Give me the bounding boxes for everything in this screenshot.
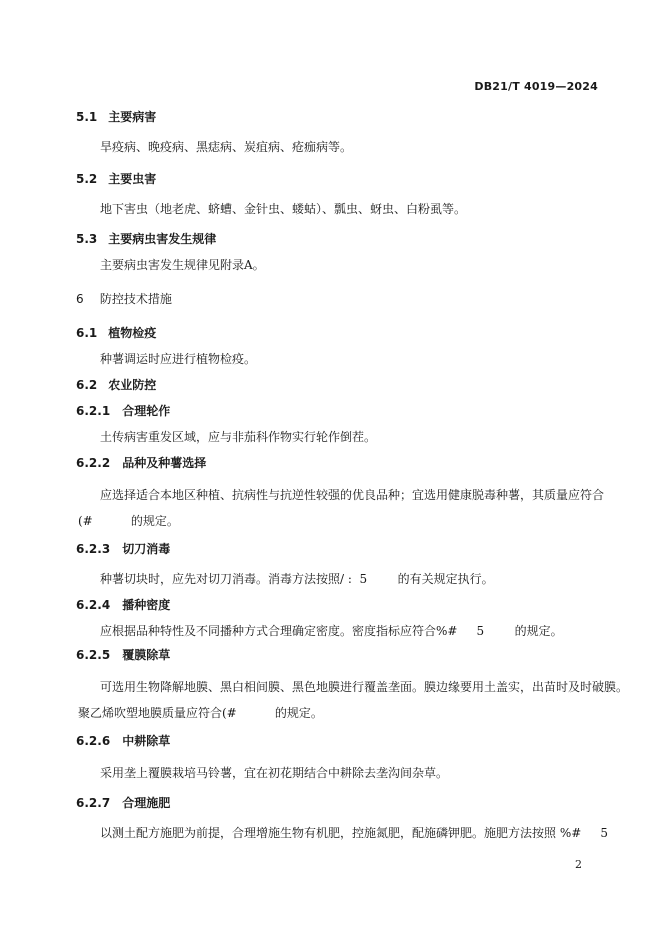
section-title: 品种及种薯选择 [122,456,207,470]
section-number: 6.2.3 [76,542,111,556]
section-heading-6-2-2 [76,454,206,471]
document-code: DB21/T 4019—2024 [474,80,598,93]
section-title: 切刀消毒 [122,542,171,556]
section-title: 合理轮作 [122,404,171,418]
section-title: 播种密度 [122,598,171,612]
section-heading-5-1 [76,108,156,125]
section-number: 6.2.1 [76,404,111,418]
section-body-6-2-6: 采用垄上覆膜栽培马铃薯，宜在初花期结合中耕除去垄沟间杂草。 [100,766,449,780]
section-number: 6 [76,292,84,306]
section-number: 6.2.4 [76,598,111,612]
page-number: 2 [575,858,582,871]
section-body-5-2: 地下害虫（地老虎、蛴螬、金针虫、蝼蛄）、瓢虫、蚜虫、白粉虱等。 [100,202,467,216]
section-title: 覆膜除草 [122,648,171,662]
section-heading-6-2-4 [76,596,170,613]
section-number: 5.2 [76,172,98,186]
section-heading-6 [76,290,172,307]
section-heading-6-2-5 [76,646,170,663]
section-title: 合理施肥 [122,796,171,810]
section-heading-6-2 [76,376,156,393]
section-title: 防控技术措施 [99,292,172,306]
section-body-6-2-5-line2: 聚乙烯吹塑地膜质量应符合(# 的规定。 [78,706,323,720]
section-heading-5-3 [76,230,216,247]
section-body-6-1: 种薯调运时应进行植物检疫。 [100,352,257,366]
section-heading-5-2 [76,170,156,187]
section-title: 主要虫害 [108,172,157,186]
section-body-6-2-3: 种薯切块时，应先对切刀消毒。消毒方法按照/ : 5 的有关规定执行。 [100,572,494,586]
section-title: 植物检疫 [108,326,157,340]
section-title: 主要病害 [108,110,157,124]
section-body-6-2-2-line2: (# 的规定。 [78,514,179,528]
section-number: 6.2.2 [76,456,111,470]
section-number: 6.2.6 [76,734,111,748]
section-title: 农业防控 [108,378,157,392]
section-heading-6-2-3 [76,540,170,557]
section-heading-6-2-6 [76,732,170,749]
section-number: 6.2 [76,378,98,392]
section-body-6-2-7: 以测土配方施肥为前提，合理增施生物有机肥，控施氮肥，配施磷钾肥。施肥方法按照 %# 5 [100,826,608,840]
section-heading-6-2-1 [76,402,170,419]
section-body-6-2-1: 土传病害重发区域，应与非茄科作物实行轮作倒茬。 [100,430,377,444]
section-number: 6.1 [76,326,98,340]
section-number: 6.2.7 [76,796,111,810]
section-body-6-2-5-line1: 可选用生物降解地膜、黑白相间膜、黑色地膜进行覆盖垄面。膜边缘要用土盖实，出苗时及时破膜。 [100,680,629,694]
section-number: 5.3 [76,232,98,246]
section-body-6-2-2-line1: 应选择适合本地区种植、抗病性与抗逆性较强的优良品种；宜选用健康脱毒种薯，其质量应符合 [100,488,605,502]
section-body-5-3: 主要病虫害发生规律见附录A。 [100,258,265,272]
section-body-6-2-4: 应根据品种特性及不同播种方式合理确定密度。密度指标应符合%# 5 的规定。 [100,624,563,638]
section-number: 6.2.5 [76,648,111,662]
section-title: 主要病虫害发生规律 [108,232,217,246]
section-heading-6-2-7 [76,794,170,811]
section-heading-6-1 [76,324,156,341]
section-number: 5.1 [76,110,98,124]
section-body-5-1: 旱疫病、晚疫病、黑痣病、炭疽病、疮痂病等。 [100,140,353,154]
section-title: 中耕除草 [122,734,171,748]
